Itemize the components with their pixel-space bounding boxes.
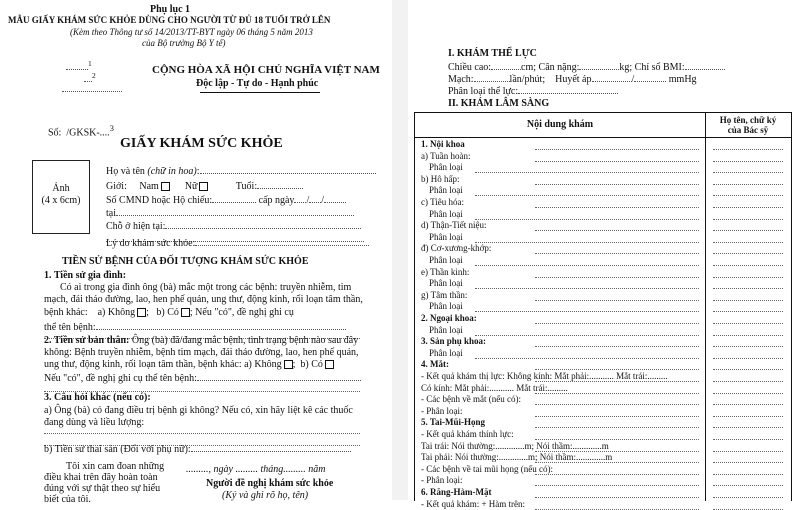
doctor-signature-line[interactable]	[713, 277, 783, 278]
exam-row[interactable]: 5. Tai-Mũi-Họng	[421, 417, 486, 428]
doctor-signature-line[interactable]	[713, 253, 783, 254]
fill-line	[475, 172, 699, 173]
history-title: TIỀN SỬ BỆNH CỦA ĐỐI TƯỢNG KHÁM SỨC KHỎE	[62, 256, 309, 267]
fill-line	[475, 195, 699, 196]
exam-row[interactable]: d) Thận-Tiết niệu:	[421, 220, 487, 231]
doctor-signature-line[interactable]	[713, 497, 783, 498]
exam-row[interactable]: - Kết quả khám: + Hàm trên:	[421, 498, 526, 509]
exam-row[interactable]: e) Thần kinh:	[421, 266, 470, 277]
doctor-signature-line[interactable]	[713, 381, 783, 382]
exam-row[interactable]: Phân loại	[429, 185, 463, 196]
doctor-signature-line[interactable]	[713, 184, 783, 185]
exam-row[interactable]: - Phân loại:	[421, 405, 463, 416]
exam-row[interactable]: Phân loại	[429, 347, 463, 358]
fill-line	[535, 300, 699, 301]
family-yes-checkbox[interactable]	[181, 308, 190, 317]
fill-line	[535, 207, 699, 208]
doctor-signature-line[interactable]	[713, 509, 783, 510]
fill-line	[475, 311, 699, 312]
commitment-text: Tôi xin cam đoan những	[66, 461, 165, 472]
pregnancy-history-field[interactable]: b) Tiền sử thai sản (Đối với phụ nữ):	[44, 442, 351, 455]
motto-underline	[200, 92, 320, 93]
footnote-2: 2	[84, 72, 96, 85]
fill-line	[535, 474, 699, 475]
fill-line	[475, 219, 699, 220]
doctor-signature-line[interactable]	[713, 346, 783, 347]
header-doctor-signature-2: của Bác sỹ	[727, 125, 769, 135]
exam-row[interactable]: - Các bệnh về mắt (nếu có):	[421, 394, 521, 405]
fill-line	[475, 335, 699, 336]
fill-line	[535, 416, 699, 417]
signer-hint: (Ký và ghi rõ họ, tên)	[222, 490, 309, 501]
fill-line	[535, 509, 699, 510]
doctor-signature-line[interactable]	[713, 393, 783, 394]
male-checkbox[interactable]	[161, 182, 170, 191]
exam-row[interactable]: - Phân loại:	[421, 475, 463, 486]
vital-signs[interactable]: Mạch: lần/phút; Huyết áp / mmHg	[448, 74, 697, 85]
motto: Độc lập - Tự do - Hạnh phúc	[196, 78, 319, 89]
doctor-signature-line[interactable]	[713, 207, 783, 208]
photo-size: (4 x 6cm)	[41, 195, 81, 206]
fill-line	[535, 346, 699, 347]
exam-row[interactable]: Phân loại	[429, 301, 463, 312]
doctor-signature-line[interactable]	[713, 404, 783, 405]
left-page	[0, 0, 392, 505]
republic-heading: CỘNG HÒA XÃ HỘI CHỦ NGHĨA VIỆT NAM	[152, 64, 380, 76]
exam-row[interactable]: 1. Nội khoa	[421, 139, 465, 149]
footnote-line	[62, 82, 122, 95]
exam-row[interactable]: c) Tiêu hóa:	[421, 197, 465, 207]
doctor-signature-line[interactable]	[713, 474, 783, 475]
exam-row[interactable]: Phân loại	[429, 208, 463, 219]
doctor-signature-line[interactable]	[713, 427, 783, 428]
female-checkbox[interactable]	[199, 182, 208, 191]
exam-row[interactable]: 2. Ngoại khoa:	[421, 313, 477, 323]
doctor-signature-line[interactable]	[713, 149, 783, 150]
fill-line	[535, 427, 699, 428]
fill-line	[535, 497, 699, 498]
fill-line	[535, 404, 699, 405]
doctor-signature-line[interactable]	[713, 300, 783, 301]
exam-row[interactable]: 3. Sản phụ khoa:	[421, 336, 487, 347]
other-question-a: đang dùng và liều lượng:	[44, 417, 145, 428]
fill-line	[535, 462, 699, 463]
column-divider	[705, 113, 706, 501]
doctor-signature-line[interactable]	[713, 242, 783, 243]
exam-row[interactable]: a) Tuần hoàn:	[421, 150, 471, 161]
fill-line	[535, 277, 699, 278]
doctor-signature-line[interactable]	[713, 311, 783, 312]
exam-row[interactable]: - Các bệnh về tai mũi họng (nếu có):	[421, 463, 553, 474]
exam-row[interactable]: Phân loại	[429, 255, 463, 265]
exam-row[interactable]: b) Hô hấp:	[421, 173, 460, 184]
signature-date: ........., ngày ......... tháng......... năm	[186, 464, 326, 475]
family-history-text: mạch, đái tháo đường, lao, hen phế quản, ung thư, động kinh, rối loạn tâm thần,	[44, 294, 363, 305]
doctor-signature-line[interactable]	[713, 462, 783, 463]
fill-line	[535, 184, 699, 185]
family-disease-field[interactable]: thể tên bệnh:	[44, 320, 346, 333]
doctor-signature-line[interactable]	[713, 172, 783, 173]
commitment-text: đúng với sự thật theo sự hiểu	[44, 483, 161, 494]
family-no-checkbox[interactable]	[137, 308, 146, 317]
self-no-checkbox[interactable]	[284, 360, 293, 369]
appendix-label: Phụ lục 1	[150, 4, 191, 15]
issued-place-field[interactable]: tại	[106, 206, 354, 219]
exam-row[interactable]: Tai trái: Nói thường:.............m; Nói thầm:.............m	[421, 440, 609, 451]
exam-row[interactable]: 6. Răng-Hàm-Mặt	[421, 487, 492, 497]
doctor-signature-line[interactable]	[713, 369, 783, 370]
doctor-signature-line[interactable]	[713, 439, 783, 440]
fill-line	[535, 323, 699, 324]
photo-box	[32, 160, 90, 234]
fill-line	[475, 288, 699, 289]
doctor-signature-line[interactable]	[713, 288, 783, 289]
other-questions-title: 3. Câu hỏi khác (nếu có):	[44, 392, 151, 403]
self-history-text: không: Bệnh truyền nhiễm, bệnh tim mạch, đái tháo đường, lao, hen phế quản,	[44, 347, 359, 358]
signer-title: Người đề nghị khám sức khỏe	[206, 478, 334, 489]
form-title: MẪU GIẤY KHÁM SỨC KHỎE DÙNG CHO NGƯỜI TỪ ĐỦ 18 TUỔI TRỞ LÊN	[8, 15, 331, 25]
doctor-signature-line[interactable]	[713, 451, 783, 452]
physical-exam-title: I. KHÁM THỂ LỰC	[448, 48, 537, 59]
family-history-options: bệnh khác: a) Không ; b) Có ; Nếu "có", đề nghị ghi cụ	[44, 307, 294, 318]
self-history: 2. Tiền sử bản thân: Ông (bà) đã/đang mắc bệnh, tình trạng bệnh nào sau đây	[44, 335, 359, 346]
doctor-signature-line[interactable]	[713, 323, 783, 324]
exam-row[interactable]: Phân loại	[429, 231, 463, 242]
document-title: GIẤY KHÁM SỨC KHỎE	[120, 136, 283, 151]
fill-line	[535, 253, 699, 254]
exam-row[interactable]: đ) Cơ-xương-khớp:	[421, 243, 492, 254]
doctor-signature-line[interactable]	[713, 416, 783, 417]
doctor-signature-line[interactable]	[713, 335, 783, 336]
fill-line	[475, 265, 699, 266]
physical-class-field[interactable]: Phân loại thể lực:	[448, 84, 618, 97]
family-history-title: 1. Tiền sử gia đình:	[44, 270, 127, 281]
circular-line1: (Kèm theo Thông tư số 14/2013/TT-BYT ngày 06 tháng 5 năm 2013	[70, 27, 313, 37]
id-field[interactable]: Số CMND hoặc Hộ chiếu: cấp ngày / /	[106, 193, 346, 206]
commitment-text: điều khai trên đây hoàn toàn	[44, 472, 158, 483]
header-divider	[415, 137, 791, 138]
name-field[interactable]: Họ và tên (chữ in hoa):	[106, 164, 376, 177]
exam-row[interactable]: - Kết quả khám thị lực: Không kính: Mắt phải:........... Mắt trái:.........	[421, 371, 668, 381]
footnote-1: 1	[66, 60, 92, 73]
doctor-signature-line[interactable]	[713, 161, 783, 162]
body-measurements[interactable]: Chiều cao: cm; Cân nặng: kg; Chỉ số BMI:	[448, 60, 725, 73]
fill-line	[535, 381, 699, 382]
exam-row[interactable]: Phân loại	[429, 162, 463, 173]
page-gutter	[392, 0, 408, 500]
fill-line	[535, 439, 699, 440]
doctor-signature-line[interactable]	[713, 485, 783, 486]
blank-line	[44, 433, 360, 434]
fill-line	[535, 161, 699, 162]
family-history-text: Có ai trong gia đình ông (bà) mắc một trong các bệnh: truyền nhiễm, tim	[60, 282, 352, 293]
exam-row[interactable]: Phân loại	[429, 278, 463, 289]
right-page	[408, 0, 800, 509]
exam-row[interactable]: Phân loại	[429, 324, 463, 335]
header-exam-content: Nội dung khám	[526, 119, 594, 130]
doctor-signature-line[interactable]	[713, 195, 783, 196]
commitment-text: biết của tôi.	[44, 494, 91, 505]
doctor-signature-line[interactable]	[713, 358, 783, 359]
doctor-signature-line[interactable]	[713, 265, 783, 266]
fill-line	[535, 485, 699, 486]
fill-line	[535, 230, 699, 231]
exam-row[interactable]: Có kính: Mắt phải:........... Mắt trái:.........	[421, 382, 568, 393]
doctor-signature-line[interactable]	[713, 230, 783, 231]
clinical-exam-title: II. KHÁM LÂM SÀNG	[448, 98, 550, 109]
doctor-signature-line[interactable]	[713, 219, 783, 220]
fill-line	[535, 393, 699, 394]
fill-line	[535, 149, 699, 150]
exam-row[interactable]: g) Tâm thần:	[421, 289, 468, 300]
self-yes-checkbox[interactable]	[325, 360, 334, 369]
self-history-options: ung thư, động kinh, rối loạn tâm thần, bệnh khác: a) Không ; b) Có	[44, 359, 334, 370]
address-field[interactable]: Chỗ ở hiện tại:	[106, 219, 361, 232]
exam-row[interactable]: Tai phải: Nói thường:.............m; Nói thầm:.............m	[421, 452, 613, 463]
document-number: Số: /GKSK-....$^3$	[48, 124, 114, 139]
header-doctor-signature: Họ tên, chữ ký	[719, 115, 777, 125]
circular-line2: của Bộ trưởng Bộ Y tế)	[142, 38, 226, 48]
exam-row[interactable]: 4. Mắt:	[421, 359, 449, 370]
self-disease-field[interactable]: Nếu "có", đề nghị ghi cụ thể tên bệnh:	[44, 371, 361, 384]
fill-line	[475, 358, 699, 359]
gender-field: Giới: Nam Nữ Tuổi:	[106, 179, 303, 192]
photo-label: Ảnh	[52, 183, 70, 194]
exam-row[interactable]: - Kết quả khám thính lực:	[421, 429, 514, 439]
other-question-a: a) Ông (bà) có đang điều trị bệnh gì không? Nếu có, xin hãy liệt kê các thuốc	[44, 405, 353, 416]
fill-line	[475, 242, 699, 243]
reason-field[interactable]: Lý do khám sức khỏe:	[106, 236, 369, 249]
clinical-exam-table	[414, 112, 792, 509]
